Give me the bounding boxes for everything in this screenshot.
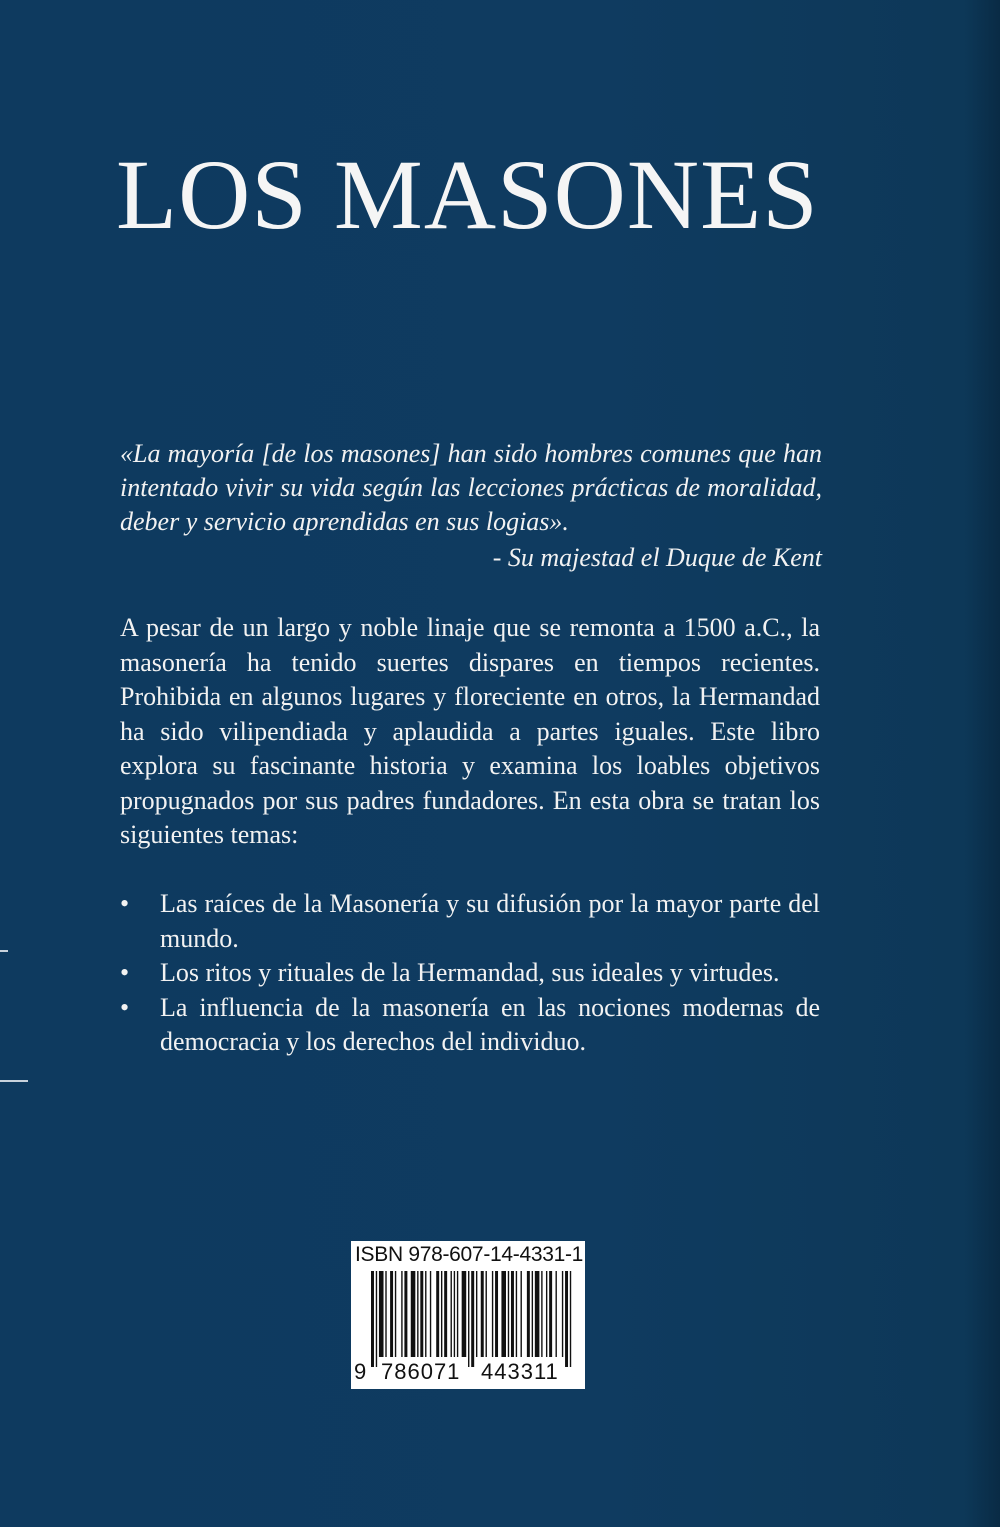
barcode-bar: [425, 1271, 426, 1357]
barcode-bar: [492, 1271, 493, 1357]
barcode-bar: [546, 1271, 547, 1357]
topic-text: Los ritos y rituales de la Hermandad, sus ideales y virtudes.: [160, 958, 780, 987]
barcode-bar: [436, 1271, 439, 1357]
barcode-bar: [541, 1271, 542, 1357]
barcode-bar: [476, 1271, 477, 1357]
barcode-bar: [565, 1271, 568, 1367]
barcode-bar: [556, 1271, 557, 1357]
barcode-bar: [451, 1271, 452, 1357]
barcode-bar: [562, 1271, 563, 1357]
barcode-bar: [444, 1271, 447, 1357]
barcode-bar: [527, 1271, 530, 1357]
trim-mark: [0, 1080, 28, 1082]
topic-text: La influencia de la masonería en las nociones modernas de democracia y los derechos del individuo.: [160, 992, 820, 1056]
barcode-bar: [570, 1271, 571, 1367]
barcode-bar: [516, 1271, 517, 1357]
barcode-bar: [420, 1271, 423, 1357]
barcode-bar: [390, 1271, 393, 1357]
bullet-icon: •: [120, 889, 130, 918]
barcode-bar: [411, 1271, 416, 1357]
quote-attribution: - Su majestad el Duque de Kent: [492, 543, 822, 572]
bullet-icon: •: [120, 992, 130, 1022]
list-item: [120, 991, 820, 1060]
list-item: [120, 887, 820, 956]
isbn-label: ISBN 978-607-14-4331-1: [355, 1243, 584, 1266]
barcode-bar: [395, 1271, 396, 1357]
barcode-bar: [417, 1271, 418, 1357]
barcode-bar: [495, 1271, 498, 1357]
trim-mark: [0, 950, 8, 952]
barcode-digit-first: 9: [354, 1359, 368, 1384]
book-description: A pesar de un largo y noble linaje que se remonta a 1500 a.C., la masonería ha tenido suertes dispares en tiempos recientes. Prohibida en algunos lugares y floreciente en otros, la Hermandad ha sido vilipendiada y aplaudida a partes iguales. Este libro explora su fascinante historia y examina los loables objetivos propugnados por sus padres fundadores. En esta obra se tratan los siguientes temas:: [120, 613, 820, 849]
barcode-digits-right: 443311: [481, 1359, 559, 1384]
barcode-bar: [457, 1271, 458, 1357]
bullet-icon: •: [120, 958, 130, 987]
barcode-bar: [379, 1271, 384, 1357]
barcode-digits-left: 786071: [381, 1359, 461, 1384]
barcode-bar: [385, 1271, 386, 1357]
barcode-bar: [441, 1271, 442, 1357]
barcode-bar: [481, 1271, 484, 1357]
barcode-bar: [501, 1271, 506, 1357]
barcode-bar: [454, 1271, 455, 1357]
spine-shadow: [966, 0, 1000, 1527]
book-title: LOS MASONES: [116, 139, 819, 250]
barcode-bar: [430, 1271, 431, 1357]
barcode-bar: [401, 1271, 402, 1357]
barcode-bar: [371, 1271, 374, 1367]
barcode-bar: [486, 1271, 487, 1357]
barcode-bar: [549, 1271, 552, 1357]
topics-list: [120, 887, 820, 1060]
barcode-bar: [471, 1271, 474, 1367]
list-item: [120, 956, 820, 991]
epigraph-quote: «La mayoría [de los masones] han sido hombres comunes que han intentado vivir su vida según las lecciones prácticas de moralidad, deber y servicio aprendidas en sus logias».: [120, 439, 822, 536]
isbn-barcode: [351, 1241, 585, 1389]
barcode-bar: [376, 1271, 377, 1367]
barcode-bar: [535, 1271, 540, 1357]
barcode-bar: [468, 1271, 469, 1367]
barcode-bar: [508, 1271, 509, 1357]
barcode-bar: [404, 1271, 407, 1357]
barcode-bar: [521, 1271, 522, 1357]
barcode-bar: [462, 1271, 467, 1357]
barcode-bar: [511, 1271, 514, 1357]
barcode-bar: [532, 1271, 533, 1357]
topic-text: Las raíces de la Masonería y su difusión por la mayor parte del mundo.: [160, 889, 820, 953]
